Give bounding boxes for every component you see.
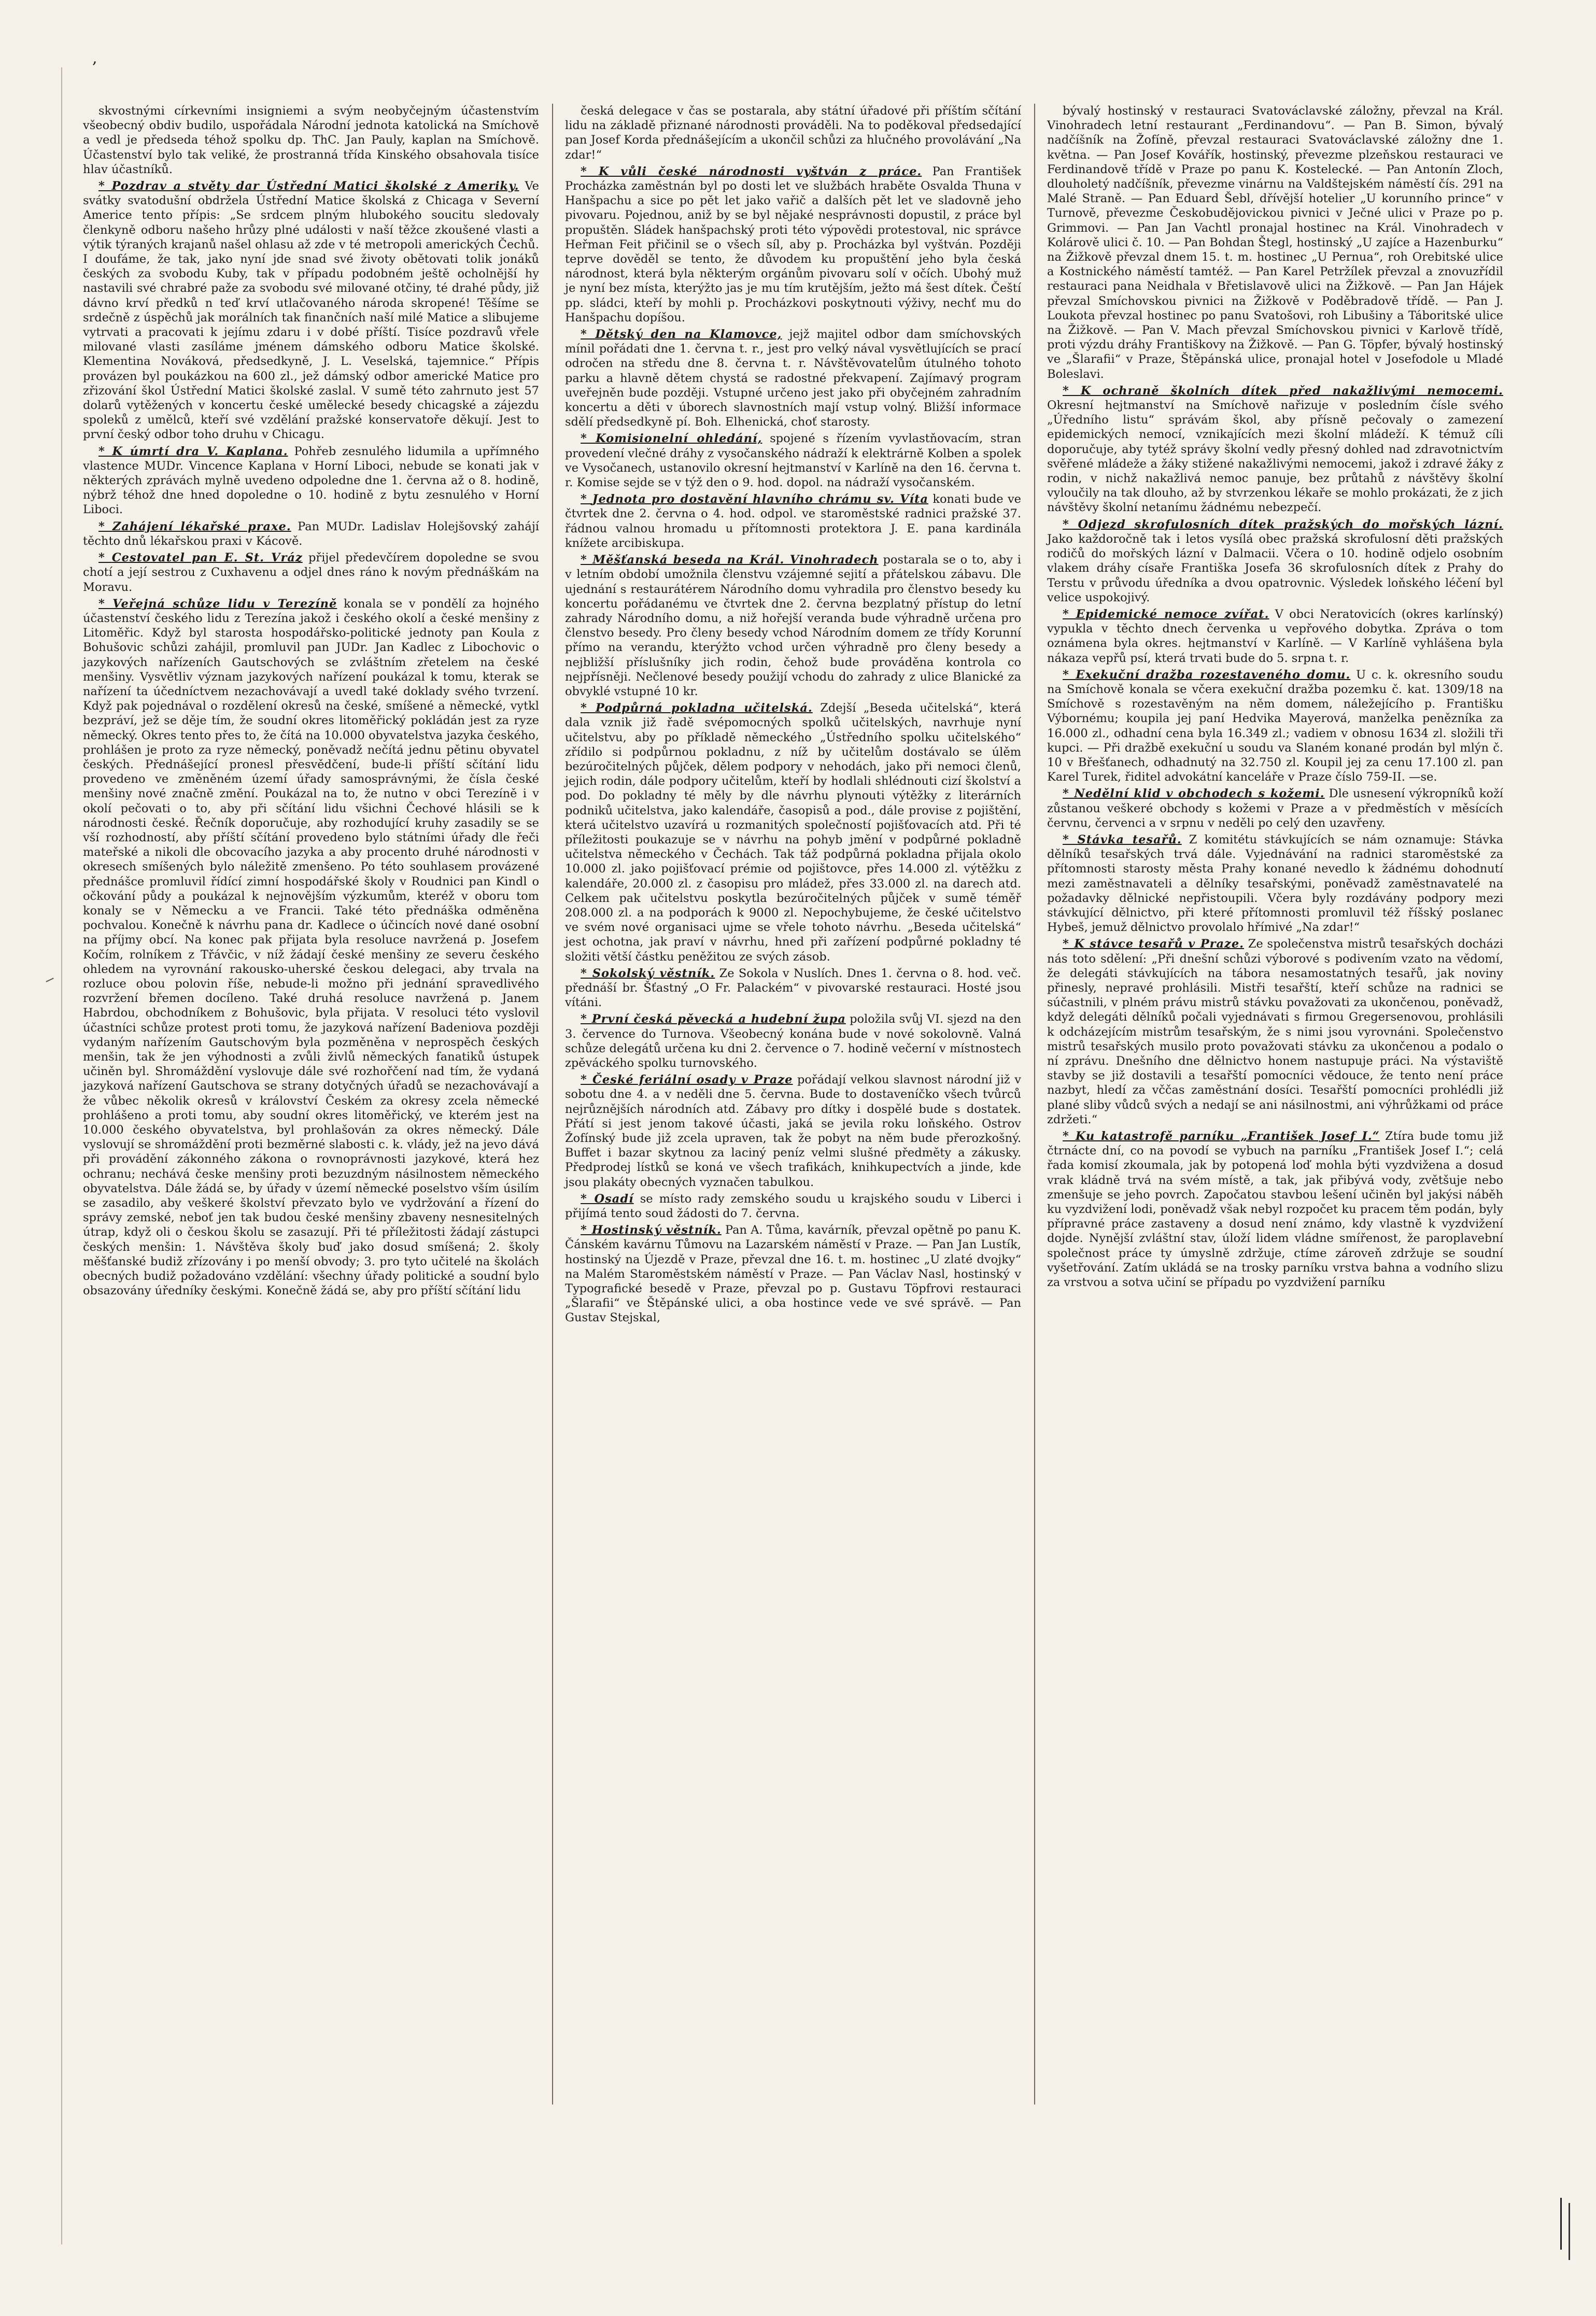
article-paragraph bbox=[1047, 384, 1503, 515]
article-paragraph bbox=[565, 553, 1021, 699]
news-article bbox=[565, 1223, 1021, 1325]
article-body: Dle usnesení výkropníků koží zůstanou veškeré obchody s kožemi v Praze a v předměstích v měsících červnu, červenci a v srpnu v neděli po celý den uzavřeny. bbox=[1047, 787, 1503, 830]
article-paragraph bbox=[83, 550, 539, 595]
news-article bbox=[565, 701, 1021, 964]
news-article bbox=[565, 966, 1021, 1010]
article-paragraph bbox=[565, 164, 1021, 325]
margin-pencil-mark-right-2 bbox=[1569, 2203, 1570, 2260]
article-headline: * K vůli české národnosti vyštván z práce. bbox=[581, 165, 922, 178]
article-headline: * Měšťanská beseda na Král. Vinohradech bbox=[581, 553, 879, 567]
article-paragraph bbox=[83, 597, 539, 1298]
article-paragraph bbox=[83, 444, 539, 517]
news-article bbox=[1047, 786, 1503, 830]
article-body: spojené s řízením vyvlastňovacím, stran provedení vlečné dráhy z vysočanského nádraží k elektrárně Kolben a spolek ve Vysočanech, ustanovilo okresní hejtmanství v Karlíně na den 16. června t. r. Komise sejde se v týž den o 9. hod. dopol. na nádraží vysočanském. bbox=[565, 432, 1022, 490]
article-paragraph bbox=[565, 1012, 1021, 1070]
article-headline: * Odjezd skrofulosních dítek pražských do mořských lázní. bbox=[1063, 518, 1503, 531]
article-body: konati bude ve čtvrtek dne 2. června o 4. hod. odpol. ve staroměstské radnici pražské 37. řádnou valnou hromadu u přítomnosti protektora J. E. pana kardinála knížete arcibiskupa. bbox=[565, 492, 1021, 550]
article-headline: * Veřejná schůze lidu v Terezíně bbox=[98, 597, 337, 611]
article-body: U c. k. okresního soudu na Smíchově konala se včera exekuční dražba pozemku č. kat. 1309/18 na Smíchově s rozestavěným na něm domem, náležejícího p. Františku Výbornému; koupila jej paní Hedvika Mayerová, manželka penězníka za 16.000 zl., odhadní cena byla 16.349 zl.; vadiem v obnosu 1634 zl. složili tři kupci. — Při dražbě exekuční u soudu va Slaném konané prodán byl mlýn č. 10 v Břešťanech, odhadnutý na 32.750 zl. Koupil jej za cenu 17.100 zl. pan Karel Turek, řiditel advokátní kanceláře v Praze číslo 759-II. —se. bbox=[1047, 668, 1503, 784]
article-body: se místo rady zemského soudu u krajského soudu v Liberci i přijímá tento soud žádosti do 7. června. bbox=[565, 1192, 1022, 1221]
article-paragraph bbox=[1047, 104, 1503, 382]
article-headline: * Sokolský věstník. bbox=[581, 967, 715, 980]
article-headline: * Zahájení lékařské praxe. bbox=[98, 520, 291, 533]
article-headline: * Jednota pro dostavění hlavního chrámu sv. Víta bbox=[581, 492, 928, 506]
article-body: Ztíra bude tomu již čtrnácte dní, co na povodí se vybuch na parníku „František Josef I.“; celá řada komisí zkoumala, jak by potopená loď mohla býti vyzdvižena a dosud vrak kládně trvá na svém místě, a tak, jak přibývá vody, zvětšuje nebo zmenšuje se jeho povrch. Započatou stavbou lešení učiněn byl jakýsi náběh ku vyzdvižení lodi, poněvadž však nebyl rozpočet ku pracem těm podán, byly přípravné práce zastaveny a dosud není známo, kdy vlastně k vyzdvižení dojde. Nynější zvláštní stav, úloží lidem vládne smířenost, že paroplavební společnost práce ty úmyslně zdržuje, ctíme zároveň zdržuje se soudní vyšetřování. Zatím ukládá se na trosky parníku vrstva bahna a vodního slizu za vrstvou a sotva učiní se případu po vyzdvižení parníku bbox=[1047, 1129, 1503, 1290]
news-article bbox=[565, 553, 1021, 699]
article-headline: * Osadí bbox=[581, 1192, 634, 1206]
article-body: Pan František Procházka zaměstnán byl po dosti let ve službách hraběte Osvalda Thuna v Hanšpachu a sice po pět let jako vařič a dalších pět let ve sladovně jeho pivovaru. Pojednou, aniž by se byl nějaké nesprávnosti dopustil, z práce byl propuštěn. Sládek hanšpachský proti této výpovědi protestoval, nic správce Heřman Feit přičinil se o všech síl, aby p. Procházka byl vyštván. Později teprve dověděl se tento, že důvodem ku propuštění jeho byla česká národnost, která byla některým orgánům pivovaru solí v očích. Ubohý muž je nyní bez místa, kterýžto jas je mu tím krutějším, ježto má šest dítek. Čeští pp. sládci, kteří by mohli p. Procházkovi poskytnouti výživy, nechť mu do Hanšpachu dopíšou. bbox=[565, 164, 1021, 324]
news-article bbox=[83, 597, 539, 1298]
article-paragraph bbox=[1047, 607, 1503, 666]
article-body: jejž majitel odbor dam smíchovských mínil pořádati dne 1. června t. r., jest pro velký nával vysvětlujících se prací odročen na středu dne 8. června t. r. Návštěvovatelům útulného tohoto parku a hlavně dětem chystá se radostné překvapení. Zajímavý program uveřejněn bude později. Vstupné určeno jest jako při obyčejném zahradním koncertu a děti v úborech slavnostních mají vstup volný. Bližší informace sdělí předsedkyně pí. Boh. Elhenická, choť starosty. bbox=[565, 328, 1021, 429]
column-rule bbox=[552, 104, 553, 2105]
news-article bbox=[1047, 668, 1503, 785]
article-body: Ze Sokola v Nuslích. Dnes 1. června o 8. hod. več. přednáší br. Šťastný „O Fr. Palackém“ v pivovarské restauraci. Hosté jsou vítáni. bbox=[565, 966, 1022, 1010]
margin-pencil-mark-right bbox=[1560, 2198, 1562, 2250]
corner-mark: , bbox=[92, 49, 97, 67]
article-body: Ze společenstva mistrů tesařských docházi nás toto sdělení: „Při dnešní schůzi výborové s podivením vzato na vědomí, že delegáti stávkujících na tábora nesamostatných tesařů, jak noviny přinesly, nepravé prohlásili. Mistři tesařští, kteří schůze na radnici se súčastnili, v plném právu mistrů stávku považovati za ukončenou, poněvadž, když delegáti dělníků počali vyjednávati s firmou Gregersenovou, prohlásili k odcházejícím mistrům tesařským, že s nimi jsou vyrovnáni. Společenstvo mistrů tesařských musilo proto považovati stávku za ukončenou a podalo o ní zprávu. Dnešního dne dělnictvo honem nastupuje práci. Na výstaviště stavby se již dostavili a tesařští pomocníci vědouce, že tento není práce nazbyt, hledí za vččas zaměstnání dosíci. Tesařští pomocníci prohlédli již plané sliby vůdců svých a nedají se ani násilnostmi, ani výhrůžkami od práce zdržeti.“ bbox=[1047, 937, 1504, 1126]
article-headline: * České feriální osady v Praze bbox=[581, 1073, 793, 1086]
article-paragraph bbox=[565, 327, 1021, 429]
article-paragraph bbox=[565, 701, 1021, 964]
article-body: Pohřeb zesnulého lidumila a upřímného vlastence MUDr. Vincence Kaplana v Horní Liboci, nebude se konati jak v některých zprávách mylně uvedeno odpoledne dne 1. června až o 8. hodině, nýbrž téhož dne hned dopoledne o 10. hodině z bytu zesnulého v Horní Liboci. bbox=[83, 444, 539, 517]
news-article bbox=[83, 444, 539, 517]
article-body: Pan A. Tůma, kavárník, převzal opětně po panu K. Čánském kavárnu Tůmovu na Lazarském náměstí v Praze. — Pan Jan Lustík, hostinský na Újezdě v Praze, převzal dne 16. t. m. hostinec „U zlaté dvojky“ na Malém Staroměstském náměstí v Praze. — Pan Václav Nasl, hostinský v Typografické besedě v Praze, převzal po p. Gustavu Töpfrovi restauraci „Šlarafii“ ve Štěpánské ulici, a oba hostince vede ve své správě. — Pan Gustav Stejskal, bbox=[565, 1223, 1021, 1325]
article-body: položila svůj VI. sjezd na den 3. července do Turnova. Všeobecný konána bude v nové sokolovně. Valná schůze delegátů určena ku dni 2. července o 7. hodině večerní v místnostech zpěváckého spolku turnovského. bbox=[565, 1012, 1021, 1070]
news-article bbox=[1047, 937, 1503, 1127]
article-body: konala se v pondělí za hojného účastenství českého lidu z Terezína jakož i českého okolí a české menšiny z Litoměřic. Když byl starosta hospodářsko-politické jednoty pan Koula z Bohušovic schůzi zahájil, promluvil pan JUDr. Jan Kadlec z Libochovic o jazykových nařízeních Gautschových se zvláštním zřetelem na české menšiny. Vysvětliv význam jazykových nařízení poukázal k tomu, kterak se nařízení ta účedníctvem nezachovávají a uvedl také doklady svého tvrzení. Když pak pojednával o rozdělení okresů na české, smíšené a německé, vytkl bezpráví, jež se děje tím, že soudní okres litoměřický pokládán jest za ryze německý. Okres tento přes to, že čítá na 10.000 obyvatelstva jazyka českého, prohlášen je proto za ryze německý, poněvadž nečítá jednu pětinu obyvatel českých. Přednášející pronesl přesvědčení, bude-li příští sčítání lidu provedeno ve změněném území úřady samosprávnými, že čísla české menšiny nové značně změní. Poukázal na to, že nutno v obci Terezíně i v okolí pečovati o to, aby při sčítání lidu všichni Čechové hlásili se k národnosti české. Řečník doporučuje, aby rozhodující kruhy zasadily se se vší rozhodností, aby příští sčítání provedeno bylo státními úřady dle řeči mateřské a nikoli dle obcovacího jazyka a aby procento druhé národnosti v okresech smíšených bylo náležitě zmenšeno. Po této souhlasem provázené přednášce promluvil řídící zimní hospodářské školy v Roudnici pan Kindl o očkování půdy a poukázal k nejnovějším výzkumům, kteréž v oboru tom konaly se v Německu a ve Francii. Také této přednáška odměněna pochvalou. Konečně k návrhu pana dr. Kadlece o účincích nové dané osobní na příjmy obcí. Na konec pak přijata byla resoluce navržená p. Josefem Kočím, rolníkem z Třávčic, v níž žádají české menšiny ze severu českého ohledem na vyrovnání rakousko-uherské českou delegaci, aby trvala na rozluce obou polovin říše, nebude-li možno při jednání spravedlivého rozvržení břemen docíleno. Také druhá resoluce navržená p. Janem Habrdou, obchodníkem z Bohušovic, byla přijata. V resoluci této vyslovil účastníci schůze protest proti tomu, že jazyková nařízení Badeniova později vydaným nařízením Gautschovým byla pozměněna v neprospěch českých menšin, tak že jen výhodnosti a zvůli živlů německých fanatiků ústupek učiněn byl. Shromáždění vyslovuje dále své rozhořčení nad tím, že vydaná jazyková nařízení Gautschova se strany dotyčných úřadů se nezachovávají a že vůbec několik okresů v království Českém za okresy zcela německé prohlášeno a proti tomu, aby soudní okres litoměřický, ve kterém jest na 10.000 českého obyvatelstva, byl prohlašován za okres německý. Dále vyslovují se shromáždění proti bezměrné slabosti c. k. vlády, jež na jevo dává při provádění zákonného zákona o rovnoprávnosti jazykové, která hez ochranu; nechává česke menšiny proti bezuzdným násilnostem německého obyvatelstva. Dále žádá se, by úřady v území německé poselstvo vším úsilím se zasadilo, aby veškeré školství převzato bylo ve vydržování a řízení do správy zemské, neboť jen tak budou české menšiny zbaveny nesnesitelných útrap, když oli o českou školu se zasazují. Při té příležitosti žádají zástupci českých menšin: 1. Návštěva školy buď jako dosud smíšená; 2. školy měšťanské budiž zřízovány i po menší obvody; 3. pro tyto učitelé na školách obecných budiž požadováno vzdělání: všechny úřady politické a soudní bylo obsazovány úředníky českými. Konečně žádá se, aby pro příští sčítání lidu bbox=[83, 597, 539, 1298]
article-body: skvostnými církevními insigniemi a svým neobyčejným účastenstvím všeobecný obdiv budilo, uspořádala Národní jednota katolická na Smíchově a vedl je předseda téhož spolku dp. ThC. Jan Pauly, kaplan na Smíchově. Účastenství bylo tak veliké, že prostranná třída Kinského obsahovala tisíce hlav účastníků. bbox=[83, 104, 539, 176]
article-paragraph bbox=[83, 104, 539, 177]
article-headline: * Dětský den na Klamovce, bbox=[581, 328, 782, 341]
column-2 bbox=[565, 104, 1021, 1328]
article-headline: * K ochraně školních dítek před nakažlivými nemocemi. bbox=[1063, 384, 1503, 398]
news-article bbox=[565, 1012, 1021, 1070]
article-paragraph bbox=[1047, 517, 1503, 605]
news-article bbox=[83, 104, 539, 177]
article-paragraph bbox=[565, 1072, 1021, 1190]
article-paragraph bbox=[565, 104, 1021, 162]
news-article bbox=[83, 550, 539, 595]
article-headline: * Hostinský věstník. bbox=[581, 1223, 722, 1237]
article-paragraph bbox=[565, 492, 1021, 550]
article-body: V obci Neratovicích (okres karlínský) vypukla v těchto dnech červenka u vepřového dobytka. Zpráva o tom oznámena byla okres. hejtmanství v Karlíně. — V Karlíně vyhlášena byla nákaza vepřů psí, která trvati bude do 5. srpna t. r. bbox=[1047, 607, 1503, 665]
article-headline: * Nedělní klid v obchodech s kožemi. bbox=[1063, 787, 1325, 800]
article-paragraph bbox=[1047, 1129, 1503, 1290]
article-headline: * Cestovatel pan E. St. Vráz bbox=[98, 551, 303, 564]
article-body: Okresní hejtmanství na Smíchově nařizuje v posledním čísle svého „Úředního listu“ správám škol, aby přísně pečovaly o zamezení epidemických nemocí, vznikajících mezi školní mládeží. K témuž cíli doporučuje, aby tytéž správy školní vedly přesný dohled nad zdravotnictvím svěřené mládeže a žáky stižené nakažlivými nemocemi, jakož i zdravé žáky z rodin, v nichž nakažlivá nemoc panuje, bez průtahů z návštěvy školní vyloučily na tak dlouho, až by stvrzenkou lékaře se mohlo prokázati, že z jich návštěvy školní netanímu žádnému nebezpečí. bbox=[1047, 399, 1503, 515]
news-article bbox=[565, 431, 1021, 490]
article-body: přijel předevčírem dopoledne se svou chotí a její sestrou z Cuxhavenu a odjel dnes ráno k novým přednáškám na Moravu. bbox=[83, 551, 539, 594]
article-body: Jako každoročně tak i letos vysílá obec pražská skrofulosní děti pražských rodičů do mořských lázní v Dalmacii. Včera o 10. hodině odjelo osobním vlakem dráhy císaře Františka Josefa 36 skrofulosních dítek z Prahy do Terstu v průvodu úředníka a dvou opatrovnic. Výsledek loňského léčení byl velice uspokojivý. bbox=[1047, 532, 1503, 604]
news-article bbox=[83, 519, 539, 548]
article-paragraph bbox=[1047, 668, 1503, 785]
column-3 bbox=[1047, 104, 1503, 1292]
article-headline: * Pozdrav a stvěty dar Ústřední Matici školské z Ameriky. bbox=[98, 179, 519, 193]
article-headline: * Stávka tesařů. bbox=[1063, 833, 1182, 846]
article-headline: * Komisionelní ohledání, bbox=[581, 432, 762, 445]
article-paragraph bbox=[565, 966, 1021, 1010]
article-body: Ve svátky svatodušní obdržela Ústřední Matice školská z Chicaga v Severní Americe tento přípis: „Se srdcem plným hlubokého soucitu sledovaly členkyně odboru našeho hrůzy plné události v naší těžce zkoušené vlasti a výtik týraných krajanů našel ohlasu až zde v té metropoli amerických Čechů. I doufáme, že tak, jako nyní jde snad své životy obětovati tolik jonáků českých za svobodu Kuby, tak v případu podobném ještě ocholnější hy nastavili své chrabré paže za svobodu své milované otčiny, té drahé půdy, již dávno krví předků n teď krví utlačovaného národa skropené! Těšíme se srdečně z úspěchů jak morálních tak finančních naší milé Matice a slibujeme vytrvati a pracovati k jejímu zdaru i v dobé příští. Tisíce pozdravů vřele milované vlasti zasíláme jménem dámského odboru Matice školské. Klementina Nováková, předsedkyně, J. L. Veselská, tajemnice.“ Přípis provázen byl poukázkou na 600 zl., jež dámský odbor americké Matice pro zřizování škol Ústřední Matici školské zaslal. V sumě této zahrnuto jest 57 dolarů vytěžených v koncertu české umělecké besedy chicagské a zájezdu spoleků z umělců, kteří své vzdělání pražské konservatoře děkují. Jest to první český odbor toho druhu v Chicagu. bbox=[83, 179, 539, 442]
news-article bbox=[1047, 832, 1503, 935]
article-headline: * K stávce tesařů v Praze. bbox=[1063, 937, 1244, 951]
article-paragraph bbox=[1047, 937, 1503, 1127]
article-headline: * První česká pěvecká a hudební župa bbox=[581, 1012, 846, 1026]
column-rule bbox=[1034, 104, 1035, 2105]
article-body: Z komitétu stávkujících se nám oznamuje: Stávka dělníků tesařských trvá dále. Vyjednávání na radnici staroměstské za přítomnosti starosty města Prahy konané nevedlo k žádnému dohodnutí mezi zaměstnavateli a dělníky tesařskými, poněvadž zaměstnavatelé na požadavky dělnické nepřistoupili. Včera byly rozdávány podpory mezi stávkující dělnictvo, při které přítomnosti promluvil též říšský poslanec Hybeš, jemuž dělnictvo provolalo hřímivé „Na zdar!“ bbox=[1047, 832, 1503, 935]
article-paragraph bbox=[83, 519, 539, 548]
news-article bbox=[565, 104, 1021, 162]
article-body: Zdejší „Beseda učitelská“, která dala vznik již řadě svépomocných spolků učitelských, navrhuje nyní učitelstvu, aby po příkladě německého „Ústředního spolku učitelského“ zřídilo si podpůrnou pokladnu, z níž by učitelům dostávalo se úlěm bezúročitelných půjček, dělem podpory v nehodách, jako při nemoci členů, jejich rodin, dále podpory učitelům, kteří by hodlali shlédnouti cizí školství a pod. Do pokladny té měly by dle návrhu plynouti výtěžky z literárních podniků učitelstva, jako kalendáře, časopisů a pod., dále provise z pojištění, která učitelstvo uzavírá u rozmanitých společností pojišťovacích atd. Při té příležitosti poukazuje se v návrhu na pohyb jmění v podpůrné pokladně učitelstva německého v Čechách. Tak táž podpůrná pokladna přijala okolo 10.000 zl. jako pojišťovací prémie od pojištovce, přes 14.000 zl. výtěžku z kalendáře, 20.000 zl. z časopisu pro mládež, přes 33.000 zl. na darech atd. Celkem pak učitelstvu poskytla bezúročitelných půjček v sumě téměř 208.000 zl. a na podporách k 9000 zl. Nepochybujeme, že české učitelstvo ve svém nové organisaci ujme se vřele tohoto návrhu. „Beseda učitelská“ jest ochotna, jak praví v návrhu, hned při zařízení podpůrné pokladny té složiti větší částku peněžitou ze svých zásob. bbox=[565, 701, 1022, 964]
news-article bbox=[1047, 384, 1503, 515]
article-body: bývalý hostinský v restauraci Svatováclavské záložny, převzal na Král. Vinohradech letní restaurant „Ferdinandovu“. — Pan B. Simon, bývalý nadčíšník na Žofíně, převzal restauraci Svatováclavské záložny dne 1. května. — Pan Josef Kovářík, hostinský, převezme plzeňskou restauraci ve Ferdinandově třídě v Praze po panu K. Kostelecké. — Pan Antonín Zloch, dlouholetý nadčíšník, převezme vinárnu na Valdštejském náměstí čís. 291 na Malé Straně. — Pan Eduard Šebl, dřívější hotelier „U korunního prince“ v Turnově, převezme Českobudějovickou pivnici v Ječné ulici v Praze po p. Grimmovi. — Pan Jan Vachtl pronajal hostinec na Král. Vinohradech v Kolárově ulici č. 10. — Pan Bohdan Štegl, hostinský „U zajíce a Hazenburku“ na Žižkově převzal dnem 15. t. m. hostinec „U Pernua“, roh Orebitské ulice a Kostnického náměstí tamtéž. — Pan Karel Petržílek převzal a znovuzřídil restauraci pana Neidhala v Břetislavově ulici na Žižkově. — Pan Jan Hájek převzal Smíchovskou pivnici na Žižkově v Poděbradově třídě. — Pan J. Loukota převzal hostinec po panu Svatošovi, roh Libušiny a Táboritské ulice na Žižkově. — Pan V. Mach převzal Smíchovskou pivnici v Karlově třídě, proti výzdu dráhy Františkovy na Žižkově. — Pan G. Töpfer, bývalý hostinský ve „Šlarafii“ v Praze, Štěpánská ulice, pronajal hotel v Josefodole u Mladé Boleslavi. bbox=[1047, 104, 1503, 381]
article-paragraph bbox=[565, 431, 1021, 490]
article-headline: * Podpůrná pokladna učitelská. bbox=[581, 701, 813, 715]
article-body: postarala se o to, aby i v letním období umožnila členstvu vzájemné sejití a přátelskou zábavu. Dle ujednání s restaurátérem Národního domu vyhradila pro členstvo besedy ku koncertu pořádanému ve čtvrtek dne 2. června bezplatný přístup do letní zahrady Národního domu, a niž hořejší veranda bude výhradně určena pro členstvo besedy. Pro členy besedy vchod Národním domem ze třídy Korunní přímo na verandu, kterýžto vchod určen výhradně pro členy besedy a nejbližší příslušníky jich rodin, čehož bude prováděna kontrola co nejpřísněji. Nečlenové besedy použijí vchodu do zahrady z ulice Blanické za obvyklé vstupné 10 kr. bbox=[565, 553, 1021, 698]
news-article bbox=[565, 1192, 1021, 1221]
article-headline: * Ku katastrofě parníku „František Josef I.“ bbox=[1063, 1129, 1380, 1143]
article-paragraph bbox=[83, 179, 539, 442]
news-article bbox=[565, 164, 1021, 325]
news-article bbox=[1047, 607, 1503, 666]
news-article bbox=[83, 179, 539, 442]
article-paragraph bbox=[1047, 786, 1503, 830]
article-body: pořádají velkou slavnost národní již v sobotu dne 4. a v neděli dne 5. června. Bude to dostaveníčko všech tvůrců nejrůznějších národních atd. Zábavy pro dítky i dospělé bude s dostatek. Přátí si jest jenom takové účasti, jaká se jevila roku loňského. Ostrov Žofínský bude již zcela upraven, tak že pobyt na něm bude přerozkošný. Buffet i bazar skytnou za laciný peníz velmi slušné předměty a zákusky. Předprodej lístků se koná ve všech trafikách, knihkupectvích a jinde, kde jsou plakáty obecných vyznačen tabulkou. bbox=[565, 1073, 1021, 1189]
margin-pencil-mark bbox=[44, 973, 54, 982]
news-article bbox=[565, 492, 1021, 550]
article-headline: * Exekuční dražba rozestaveného domu. bbox=[1063, 668, 1350, 682]
article-paragraph bbox=[1047, 832, 1503, 935]
article-body: Pan MUDr. Ladislav Holejšovský zahájí těchto dnů lékařskou praxi v Kácově. bbox=[83, 519, 539, 548]
article-paragraph bbox=[565, 1192, 1021, 1221]
column-1 bbox=[83, 104, 539, 1300]
article-headline: * Epidemické nemoce zvířat. bbox=[1063, 608, 1269, 621]
news-article bbox=[565, 1072, 1021, 1190]
article-paragraph bbox=[565, 1223, 1021, 1325]
news-article bbox=[1047, 1129, 1503, 1290]
news-article bbox=[1047, 104, 1503, 382]
news-article bbox=[1047, 517, 1503, 605]
news-article bbox=[565, 327, 1021, 429]
article-headline: * K úmrtí dra V. Kaplana. bbox=[98, 445, 288, 458]
article-body: česká delegace v čas se postarala, aby státní úřadové při příštím sčítání lidu na základě přiznané národnosti prováděli. Na to poděkoval předsedající pan Josef Korda přednášejícím a ukončil schůzi za hlučného provolávání „Na zdar!“ bbox=[565, 104, 1021, 162]
